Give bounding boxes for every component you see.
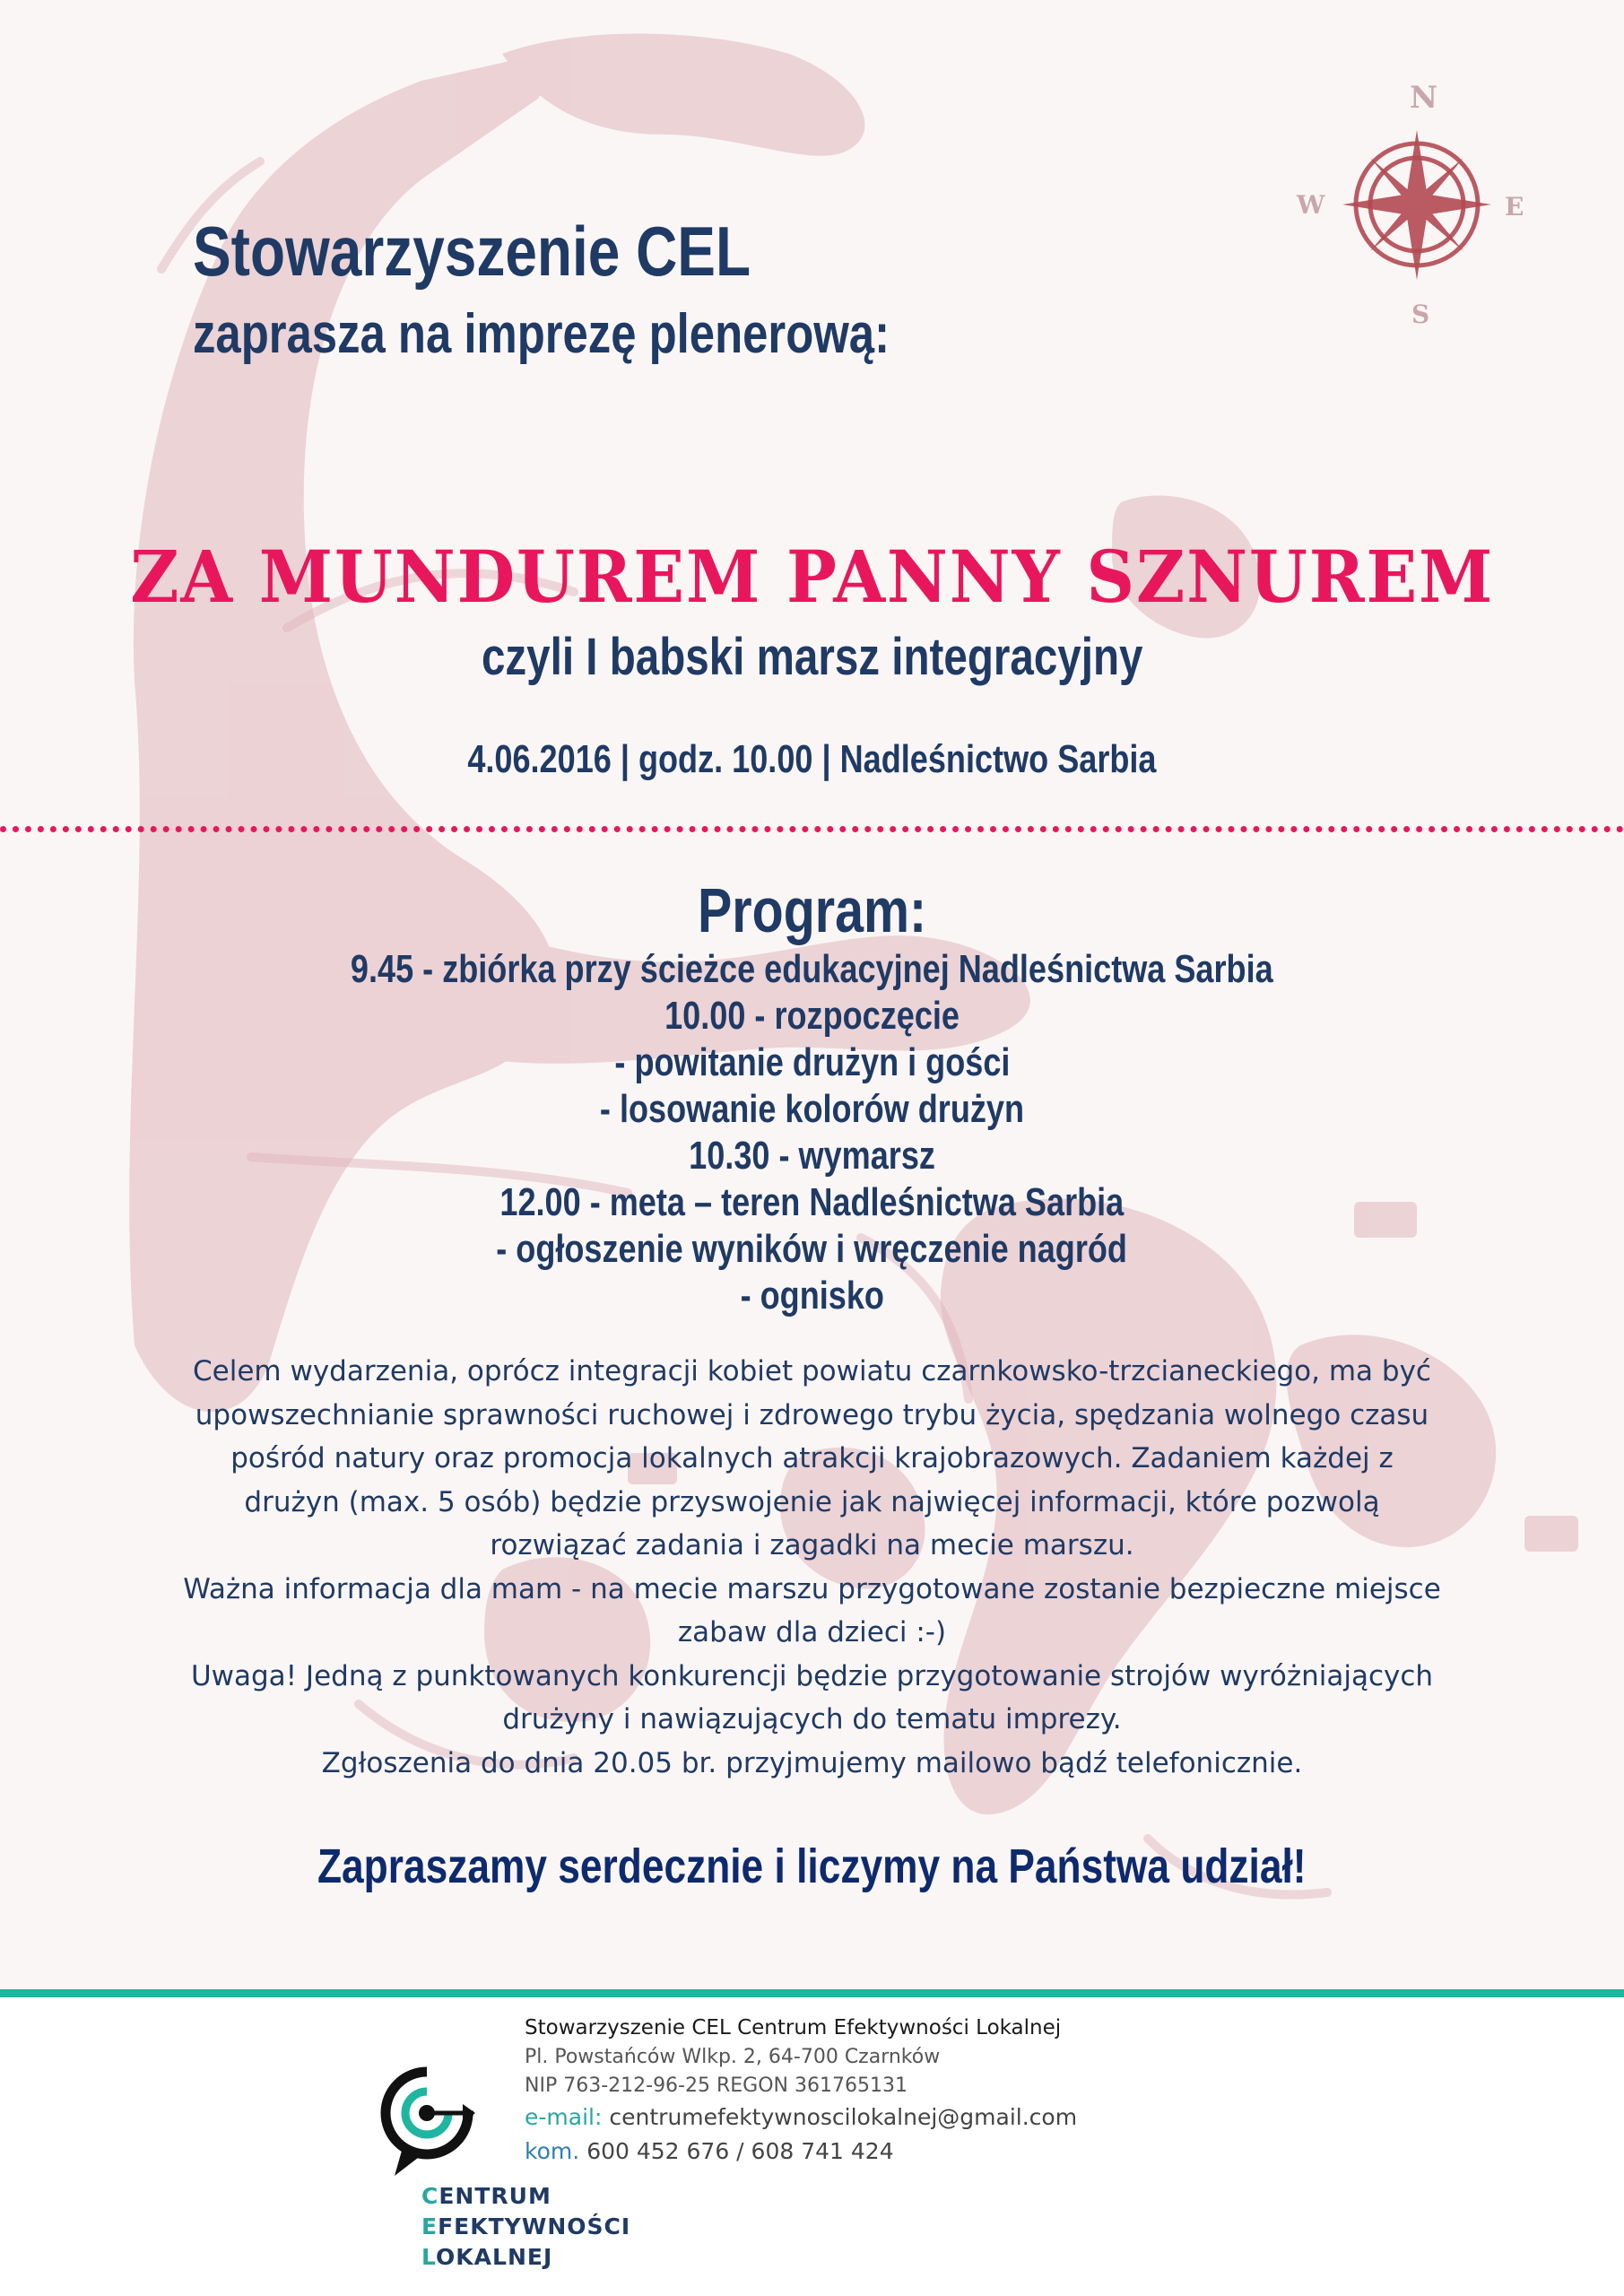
footer-ids: NIP 763-212-96-25 REGON 361765131 — [525, 2074, 908, 2097]
email-link[interactable]: centrumefektywnoscilokalnej@gmail.com — [609, 2104, 1078, 2130]
logo-line-efektywnosci: EFEKTYWNOŚCI — [421, 2213, 631, 2239]
program-item — [0, 1226, 1624, 1273]
description-paragraph: Ważna informacja dla mam - na mecie marszu przygotowane zostanie bezpieczne miejsce zabaw dla dzieci :-) — [183, 1572, 1441, 1648]
program-item-text: 10.30 - wymarsz — [689, 1134, 935, 1178]
compass-north-letter: N — [1410, 80, 1438, 116]
closing-invitation — [0, 1837, 1624, 1896]
footer-contact — [525, 2013, 1077, 2169]
program-item — [0, 1273, 1624, 1319]
invitation-text: zaprasza na imprezę plenerową: — [193, 303, 890, 365]
organization-name: Stowarzyszenie CEL — [193, 212, 751, 291]
compass-south-letter: S — [1411, 300, 1430, 329]
compass-rose-icon — [1291, 72, 1533, 332]
event-details — [0, 735, 1624, 784]
event-subtitle-text: czyli I babski marsz integracyjny — [481, 628, 1143, 686]
program-item-text: 12.00 - meta – teren Nadleśnictwa Sarbia — [499, 1180, 1125, 1224]
program-item — [0, 1133, 1624, 1179]
logo-wordmark — [421, 2181, 630, 2273]
organization-title — [193, 213, 873, 289]
program-item — [0, 1179, 1624, 1226]
dotted-divider — [0, 826, 1624, 832]
program-item-text: - ognisko — [740, 1274, 884, 1318]
logo-line-lokalnej: LOKALNEJ — [421, 2244, 553, 2270]
program-item — [0, 946, 1624, 993]
email-label: e-mail: — [525, 2104, 603, 2130]
program-list — [0, 946, 1624, 1319]
phone-label: kom. — [525, 2138, 580, 2164]
compass-west-letter: W — [1297, 190, 1325, 220]
footer-email-row — [525, 2100, 1077, 2135]
program-item-text: - powitanie drużyn i gości — [613, 1040, 1011, 1084]
logo-line-centrum: CENTRUM — [421, 2183, 551, 2209]
program-item-text: 9.45 - zbiórka przy ścieżce edukacyjnej Nadleśnictwa Sarbia — [351, 947, 1273, 991]
event-title — [0, 534, 1624, 620]
footer-separator — [0, 1989, 1624, 1997]
event-subtitle — [0, 628, 1624, 687]
program-item — [0, 1039, 1624, 1086]
description-paragraph: Uwaga! Jedną z punktowanych konkurencji będzie przygotowanie strojów wyróżniających drużyny i nawiązujących do tematu imprezy. — [190, 1659, 1434, 1735]
description-paragraph: Zgłoszenia do dnia 20.05 br. przyjmujemy mailowo bądź telefonicznie. — [321, 1746, 1303, 1779]
program-heading — [0, 874, 1624, 946]
program-item — [0, 993, 1624, 1039]
event-details-text: 4.06.2016 | godz. 10.00 | Nadleśnictwo Sarbia — [467, 737, 1157, 781]
program-item-text: - ogłoszenie wyników i wręczenie nagród — [496, 1227, 1128, 1271]
footer-phone-row — [525, 2135, 1077, 2169]
program-item-text: 10.00 - rozpoczęcie — [664, 994, 960, 1038]
description-paragraph: Celem wydarzenia, oprócz integracji kobiet powiatu czarnkowsko-trzcianeckiego, ma być upowszechnianie sprawności ruchowej i zdrowego trybu życia, spędzania wolnego czasu pośród natury oraz promocja lokalnych atrakcji krajobrazowych. Zadaniem każdej z drużyn (max. 5 osób) będzie przyswojenie jak najwięcej informacji, które pozwolą rozwiązać zadania i zagadki na mecie marszu. — [193, 1355, 1431, 1561]
event-description — [179, 1350, 1445, 1785]
phone-numbers: 600 452 676 / 608 741 424 — [586, 2138, 894, 2164]
program-heading-text: Program: — [697, 875, 927, 945]
closing-invitation-text: Zapraszamy serdecznie i liczymy na Państwa udział! — [317, 1839, 1307, 1893]
cel-logo-icon — [375, 2061, 482, 2182]
program-item — [0, 1086, 1624, 1133]
event-title-text: ZA MUNDUREM PANNY SZNUREM — [130, 535, 1494, 619]
footer-org-name: Stowarzyszenie CEL Centrum Efektywności Lokalnej — [525, 2016, 1062, 2039]
program-item-text: - losowanie kolorów drużyn — [599, 1087, 1025, 1131]
footer-address: Pl. Powstańców Wlkp. 2, 64-700 Czarnków — [525, 2046, 941, 2068]
compass-east-letter: E — [1505, 192, 1524, 222]
invitation-line — [193, 303, 1043, 366]
